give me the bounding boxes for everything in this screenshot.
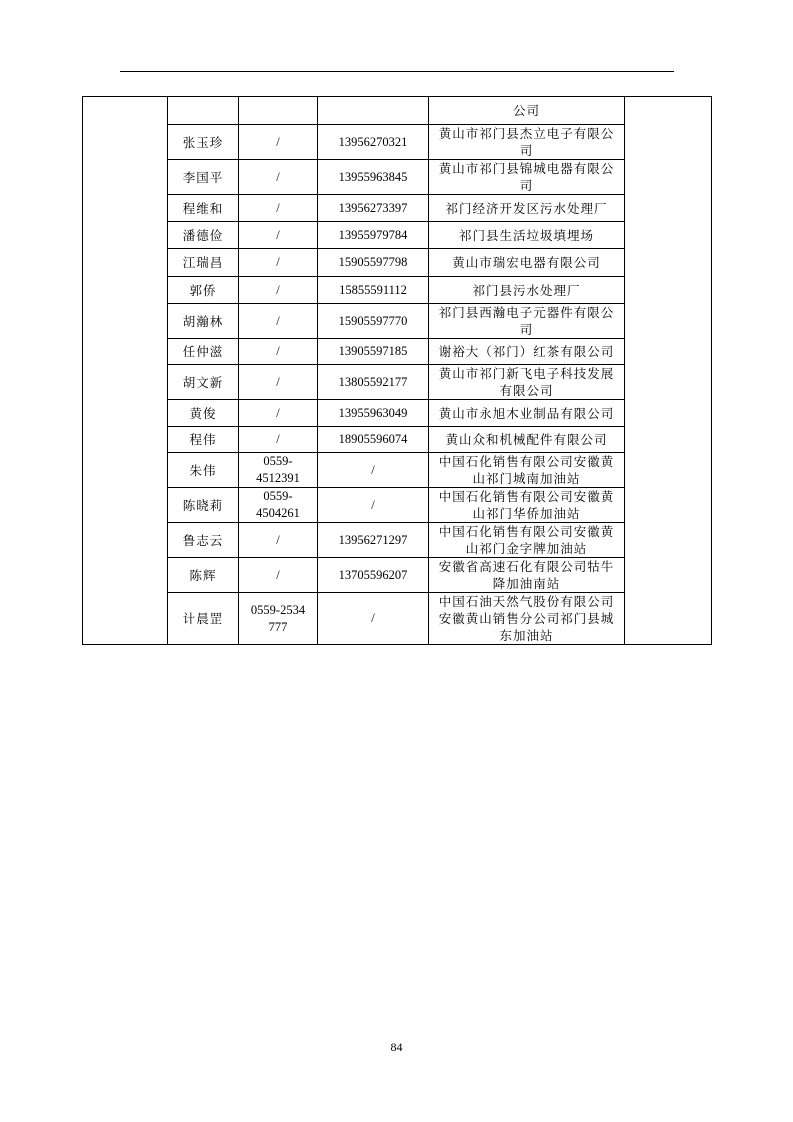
mobile-phone-cell: 13955979784: [318, 222, 429, 249]
table-row: [83, 365, 712, 400]
office-phone-cell: [239, 97, 318, 125]
table-row: [83, 488, 712, 523]
contact-name-cell: 任仲滋: [168, 339, 239, 365]
mobile-phone-cell: /: [318, 488, 429, 523]
company-line: 黄山市祁门县杰立电子有限公: [438, 126, 615, 141]
table-row: [83, 304, 712, 339]
office-phone-cell: /: [239, 249, 318, 277]
company-line: 祁门县生活垃圾填埋场: [458, 227, 594, 243]
company-line: 安徽黄山销售分公司祁门县城: [438, 611, 615, 626]
company-line: 祁门经济开发区污水处理厂: [445, 200, 608, 216]
office-phone-cell: /: [239, 400, 318, 427]
company-cell: [429, 304, 625, 339]
table-row: [83, 400, 712, 427]
table-row: [83, 125, 712, 160]
mobile-phone-cell: /: [318, 453, 429, 488]
office-phone-cell: /: [239, 365, 318, 400]
company-cell: [429, 160, 625, 195]
company-line: 祁门县西瀚电子元器件有限公: [438, 305, 615, 320]
contact-name-cell: 郭侨: [168, 277, 239, 304]
table-row: [83, 277, 712, 304]
table-row: [83, 593, 712, 645]
company-line: 山祁门城南加油站: [472, 471, 581, 486]
right-merged-cell: [625, 97, 712, 645]
mobile-phone-cell: 13956273397: [318, 195, 429, 222]
company-line: 司: [519, 178, 534, 193]
mobile-phone-cell: 15905597798: [318, 249, 429, 277]
company-cell: [429, 277, 625, 304]
contact-name-cell: 朱伟: [168, 453, 239, 488]
company-line: 祁门县污水处理厂: [472, 282, 581, 298]
office-phone-cell: 0559- 4504261: [239, 488, 318, 523]
table-row: [83, 523, 712, 558]
company-cell: [429, 427, 625, 453]
mobile-phone-cell: 13905597185: [318, 339, 429, 365]
mobile-phone-cell: 13956271297: [318, 523, 429, 558]
company-cell: [429, 125, 625, 160]
company-line: 黄山众和机械配件有限公司: [445, 432, 608, 447]
table-row: [83, 195, 712, 222]
table-row: [83, 249, 712, 277]
mobile-phone-cell: 13705596207: [318, 558, 429, 593]
office-phone-cell: /: [239, 195, 318, 222]
mobile-phone-cell: 13956270321: [318, 125, 429, 160]
company-cell: [429, 365, 625, 400]
company-cell: [429, 523, 625, 558]
office-phone-cell: /: [239, 222, 318, 249]
company-line: 山祁门华侨加油站: [472, 506, 581, 521]
contact-name-cell: 程伟: [168, 427, 239, 453]
contact-name-cell: 张玉珍: [168, 125, 239, 160]
table-body: [83, 97, 712, 645]
contact-name-cell: 陈晓莉: [168, 488, 239, 523]
contact-name-cell: [168, 97, 239, 125]
company-line: 中国石化销售有限公司安徽黄: [438, 454, 615, 469]
contact-name-cell: 计晨罡: [168, 593, 239, 645]
company-cell: [429, 249, 625, 277]
table-row: [83, 558, 712, 593]
company-cell: [429, 222, 625, 249]
mobile-phone-cell: 18905596074: [318, 427, 429, 453]
company-cell: [429, 97, 625, 125]
table-row: [83, 222, 712, 249]
company-line: 东加油站: [499, 628, 554, 643]
office-phone-cell: /: [239, 277, 318, 304]
company-line: 黄山市祁门新飞电子科技发展: [438, 366, 615, 381]
company-line: 司: [519, 322, 534, 337]
company-cell: [429, 488, 625, 523]
header-rule: [120, 71, 674, 72]
company-line: 谢裕大（祁门）红茶有限公司: [438, 344, 615, 359]
company-line: 公司: [512, 103, 540, 118]
company-line: 山祁门金字牌加油站: [465, 541, 588, 556]
company-cell: [429, 339, 625, 365]
table-row: [83, 97, 712, 125]
mobile-phone-cell: 15855591112: [318, 277, 429, 304]
table-row: [83, 160, 712, 195]
company-line: 中国石油天然气股份有限公司: [438, 594, 615, 609]
table-row: [83, 339, 712, 365]
contact-name-cell: 黄俊: [168, 400, 239, 427]
company-cell: [429, 453, 625, 488]
company-cell: [429, 400, 625, 427]
company-line: 司: [519, 143, 534, 158]
company-line: 黄山市祁门县锦城电器有限公: [438, 161, 615, 176]
page-number: 84: [390, 1040, 403, 1054]
company-line: 降加油南站: [492, 576, 561, 591]
left-merged-cell: [83, 97, 168, 645]
company-line: 中国石化销售有限公司安徽黄: [438, 524, 615, 539]
contact-name-cell: 程维和: [168, 195, 239, 222]
mobile-phone-cell: 13955963845: [318, 160, 429, 195]
contact-name-cell: 胡文新: [168, 365, 239, 400]
table-row: [83, 453, 712, 488]
office-phone-cell: /: [239, 160, 318, 195]
company-cell: [429, 593, 625, 645]
company-line: 中国石化销售有限公司安徽黄: [438, 489, 615, 504]
table-row: [83, 427, 712, 453]
office-phone-cell: /: [239, 304, 318, 339]
contact-name-cell: 陈辉: [168, 558, 239, 593]
contact-name-cell: 江瑞昌: [168, 249, 239, 277]
contact-name-cell: 潘德俭: [168, 222, 239, 249]
contact-name-cell: 李国平: [168, 160, 239, 195]
mobile-phone-cell: 13805592177: [318, 365, 429, 400]
company-cell: [429, 558, 625, 593]
office-phone-cell: /: [239, 427, 318, 453]
office-phone-cell: /: [239, 523, 318, 558]
contact-name-cell: 胡瀚林: [168, 304, 239, 339]
company-cell: [429, 195, 625, 222]
company-line: 安徽省高速石化有限公司牯牛: [438, 559, 615, 574]
office-phone-cell: 0559- 4512391: [239, 453, 318, 488]
company-line: 黄山市永旭木业制品有限公司: [438, 405, 615, 421]
office-phone-cell: 0559-2534 777: [239, 593, 318, 645]
mobile-phone-cell: /: [318, 593, 429, 645]
contact-name-cell: 鲁志云: [168, 523, 239, 558]
company-line: 黄山市瑞宏电器有限公司: [452, 255, 601, 270]
mobile-phone-cell: 15905597770: [318, 304, 429, 339]
office-phone-cell: /: [239, 339, 318, 365]
company-line: 有限公司: [499, 383, 554, 398]
office-phone-cell: /: [239, 558, 318, 593]
contacts-table: [82, 96, 712, 645]
mobile-phone-cell: [318, 97, 429, 125]
mobile-phone-cell: 13955963049: [318, 400, 429, 427]
office-phone-cell: /: [239, 125, 318, 160]
